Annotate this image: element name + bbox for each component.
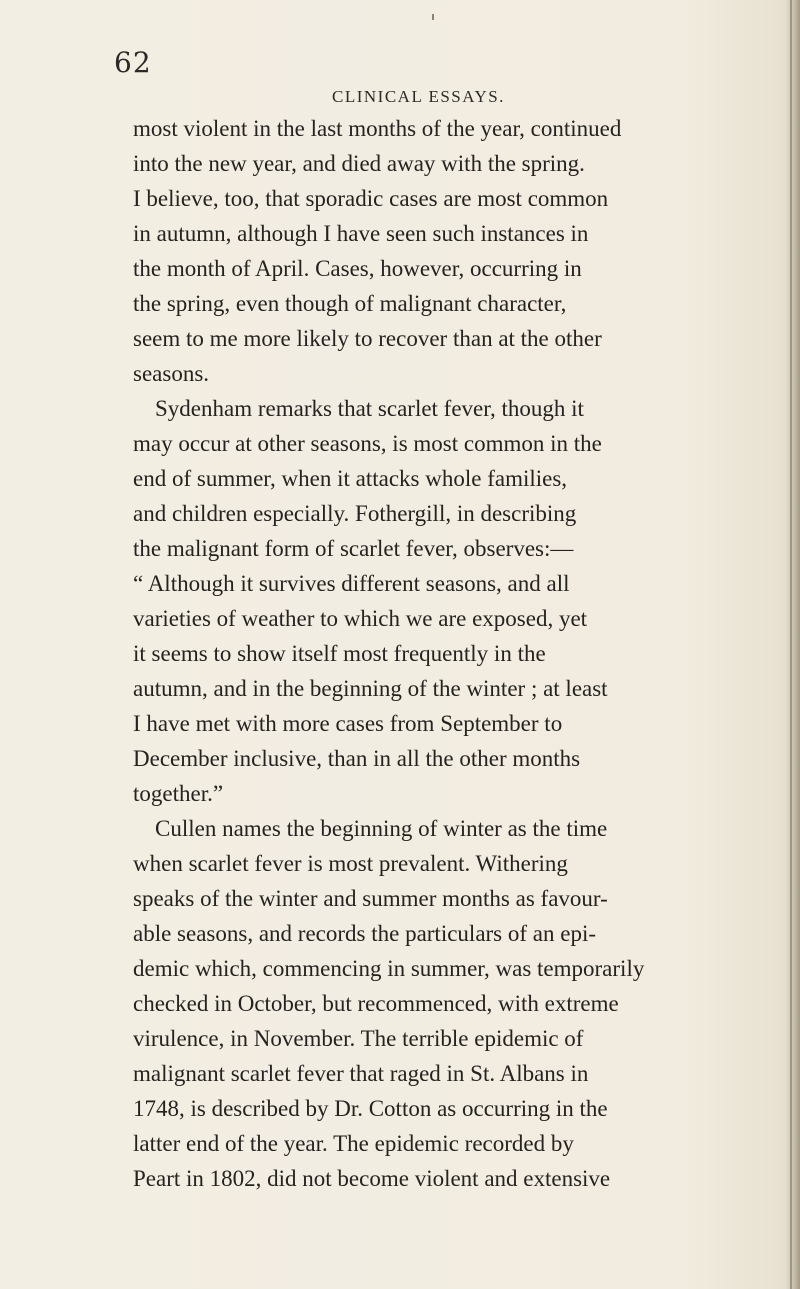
- text-line: 1748, is described by Dr. Cotton as occurring in the: [133, 1096, 608, 1121]
- text-line: able seasons, and records the particulars of an epi-: [133, 921, 597, 946]
- text-line: I believe, too, that sporadic cases are most common: [133, 186, 609, 211]
- text-line: may occur at other seasons, is most common in the: [133, 431, 602, 456]
- text-line: most violent in the last months of the year, continued: [133, 116, 622, 141]
- text-line: end of summer, when it attacks whole families,: [133, 466, 568, 491]
- text-line: and children especially. Fothergill, in describing: [133, 501, 577, 526]
- text-line: seasons.: [133, 361, 210, 386]
- text-line: December inclusive, than in all the other months: [133, 746, 581, 771]
- text-line: seem to me more likely to recover than at the other: [133, 326, 602, 351]
- page-edge-line: [790, 0, 792, 1289]
- print-mark: [432, 14, 434, 20]
- text-line: it seems to show itself most frequently in the: [133, 641, 546, 666]
- text-line: into the new year, and died away with the spring.: [133, 151, 585, 176]
- text-line: varieties of weather to which we are exposed, yet: [133, 606, 588, 631]
- text-line: virulence, in November. The terrible epidemic of: [133, 1026, 584, 1051]
- page-number: 62: [114, 46, 152, 79]
- text-line: latter end of the year. The epidemic recorded by: [133, 1131, 574, 1156]
- text-line: Peart in 1802, did not become violent and extensive: [133, 1166, 611, 1191]
- text-line: when scarlet fever is most prevalent. Withering: [133, 851, 568, 876]
- text-line: I have met with more cases from September to: [133, 711, 563, 736]
- text-line: checked in October, but recommenced, with extreme: [133, 991, 619, 1016]
- text-line: autumn, and in the beginning of the winter ; at least: [133, 676, 608, 701]
- text-line: together.”: [133, 781, 224, 806]
- page-edge-shadow: [786, 0, 800, 1289]
- text-line: in autumn, although I have seen such instances in: [133, 221, 589, 246]
- running-head: CLINICAL ESSAYS.: [332, 87, 505, 106]
- text-line: Sydenham remarks that scarlet fever, though it: [155, 396, 584, 421]
- text-line: “ Although it survives different seasons, and all: [133, 571, 570, 596]
- text-line: the spring, even though of malignant character,: [133, 291, 567, 316]
- text-line: the month of April. Cases, however, occurring in: [133, 256, 582, 281]
- text-line: malignant scarlet fever that raged in St. Albans in: [133, 1061, 589, 1086]
- text-line: Cullen names the beginning of winter as the time: [155, 816, 608, 841]
- text-line: demic which, commencing in summer, was temporarily: [133, 956, 645, 981]
- text-line: the malignant form of scarlet fever, observes:—: [133, 536, 574, 561]
- text-line: speaks of the winter and summer months as favour-: [133, 886, 608, 911]
